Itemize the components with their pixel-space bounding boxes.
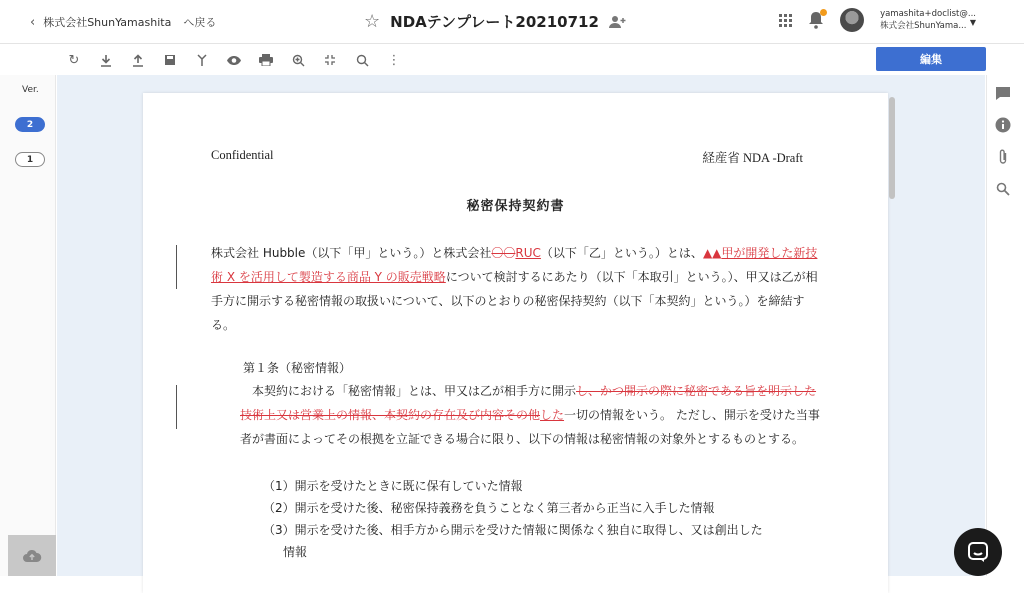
list-item: （1）開示を受けたときに既に保有していた情報 [263, 479, 523, 493]
user-info[interactable] [880, 8, 976, 32]
chat-icon [967, 541, 989, 563]
preview-eye-icon[interactable] [224, 50, 244, 70]
top-bar [0, 0, 1024, 44]
chat-button[interactable] [954, 528, 1002, 576]
document-title: NDAテンプレート20210712 [390, 13, 599, 31]
notification-bell-icon[interactable] [808, 11, 824, 29]
edit-button[interactable]: 編集 [876, 47, 986, 71]
account-dropdown-icon[interactable]: ▼ [969, 18, 976, 27]
user-email: yamashita+doclist@... [880, 9, 976, 19]
avatar[interactable] [840, 8, 864, 32]
article-1-title: 第１条（秘密情報） [243, 361, 352, 375]
document-page [143, 93, 888, 593]
save-icon[interactable] [160, 50, 180, 70]
notification-dot [820, 9, 827, 16]
apps-grid-icon[interactable] [779, 14, 792, 27]
scrollbar-thumb[interactable] [889, 97, 895, 199]
header-draft: 経産省 NDA -Draft [702, 151, 803, 165]
back-company: 株式会社ShunYamashita [43, 16, 172, 29]
print-icon[interactable] [256, 50, 276, 70]
inserted-text: 甲が開発した新技術 X を活用して製造する商品 Y の販売戦略 [211, 246, 818, 284]
right-rail [986, 75, 1024, 576]
paragraph-article-1: 本契約における「秘密情報」とは、甲又は乙が相手方に開示し、かつ開示の際に秘密である旨を明示した技術上又は営業上の情報、本契約の存在及び内容その他した一切の情報をいう。 ただし、開示を受けた当事者が書面によってその根拠を立証できる場合に限り、以下の情報は秘密情報の対象外とするものとする。 [240, 384, 820, 446]
list-item: 情報 [283, 545, 308, 559]
back-link[interactable] [30, 14, 216, 30]
account-area [779, 8, 976, 32]
search-icon[interactable] [995, 181, 1011, 197]
title-area [364, 11, 627, 32]
share-users-icon[interactable] [609, 15, 627, 29]
star-icon[interactable]: ☆ [364, 10, 381, 32]
document-heading: 秘密保持契約書 [466, 199, 565, 214]
version-label: Ver. [22, 85, 39, 95]
version-rail [0, 75, 56, 576]
fit-collapse-icon[interactable] [320, 50, 340, 70]
more-vert-icon[interactable]: ⋮ [387, 52, 401, 68]
attachment-icon[interactable] [995, 149, 1011, 165]
list-item: （3）開示を受けた後、相手方から開示を受けた情報に関係なく独自に取得し、又は創出した [263, 523, 763, 537]
document-viewer [57, 75, 985, 576]
inserted-text: した [540, 408, 565, 422]
list-item: （2）開示を受けた後、秘密保持義務を負うことなく第三者から正当に入手した情報 [263, 501, 715, 515]
comment-icon[interactable] [995, 85, 1011, 101]
merge-icon[interactable] [192, 50, 212, 70]
cloud-upload-button[interactable] [8, 535, 56, 576]
version-2-pill[interactable]: 2 [15, 117, 45, 132]
change-bar-2 [176, 385, 177, 429]
zoom-in-icon[interactable] [288, 50, 308, 70]
cloud-upload-icon [22, 549, 42, 563]
refresh-icon[interactable]: ↻ [68, 52, 80, 68]
deleted-marks: ▲▲ [702, 246, 722, 260]
user-company: 株式会社ShunYama... [880, 21, 967, 31]
deleted-text: し、かつ開示の際に秘密である旨を明示した技術上又は営業上の情報、本契約の存在及び内容その他 [240, 384, 817, 422]
header-confidential: Confidential [211, 148, 274, 162]
deleted-text: 〇〇 [491, 246, 516, 260]
change-bar-1 [176, 245, 177, 289]
download-icon[interactable] [96, 50, 116, 70]
paragraph-preamble: 株式会社 Hubble（以下「甲」という。）と株式会社〇〇RUC（以下「乙」という。）とは、▲▲甲が開発した新技術 X を活用して製造する商品 Y の販売戦略について検討するにあたり（以下「本取引」という。）、甲又は乙が相手方に開示する秘密情報の取扱いについて、以下のとおりの秘密保持契約（以下「本契約」という。）を締結する。 [211, 246, 818, 332]
chevron-left-icon: ‹ [30, 14, 36, 30]
upload-icon[interactable] [128, 50, 148, 70]
inserted-text: RUC [515, 246, 541, 260]
info-icon[interactable] [995, 117, 1011, 133]
version-1-pill[interactable]: 1 [15, 152, 45, 167]
back-label: へ戻る [183, 16, 217, 29]
toolbar [56, 45, 986, 75]
search-icon[interactable] [352, 50, 372, 70]
